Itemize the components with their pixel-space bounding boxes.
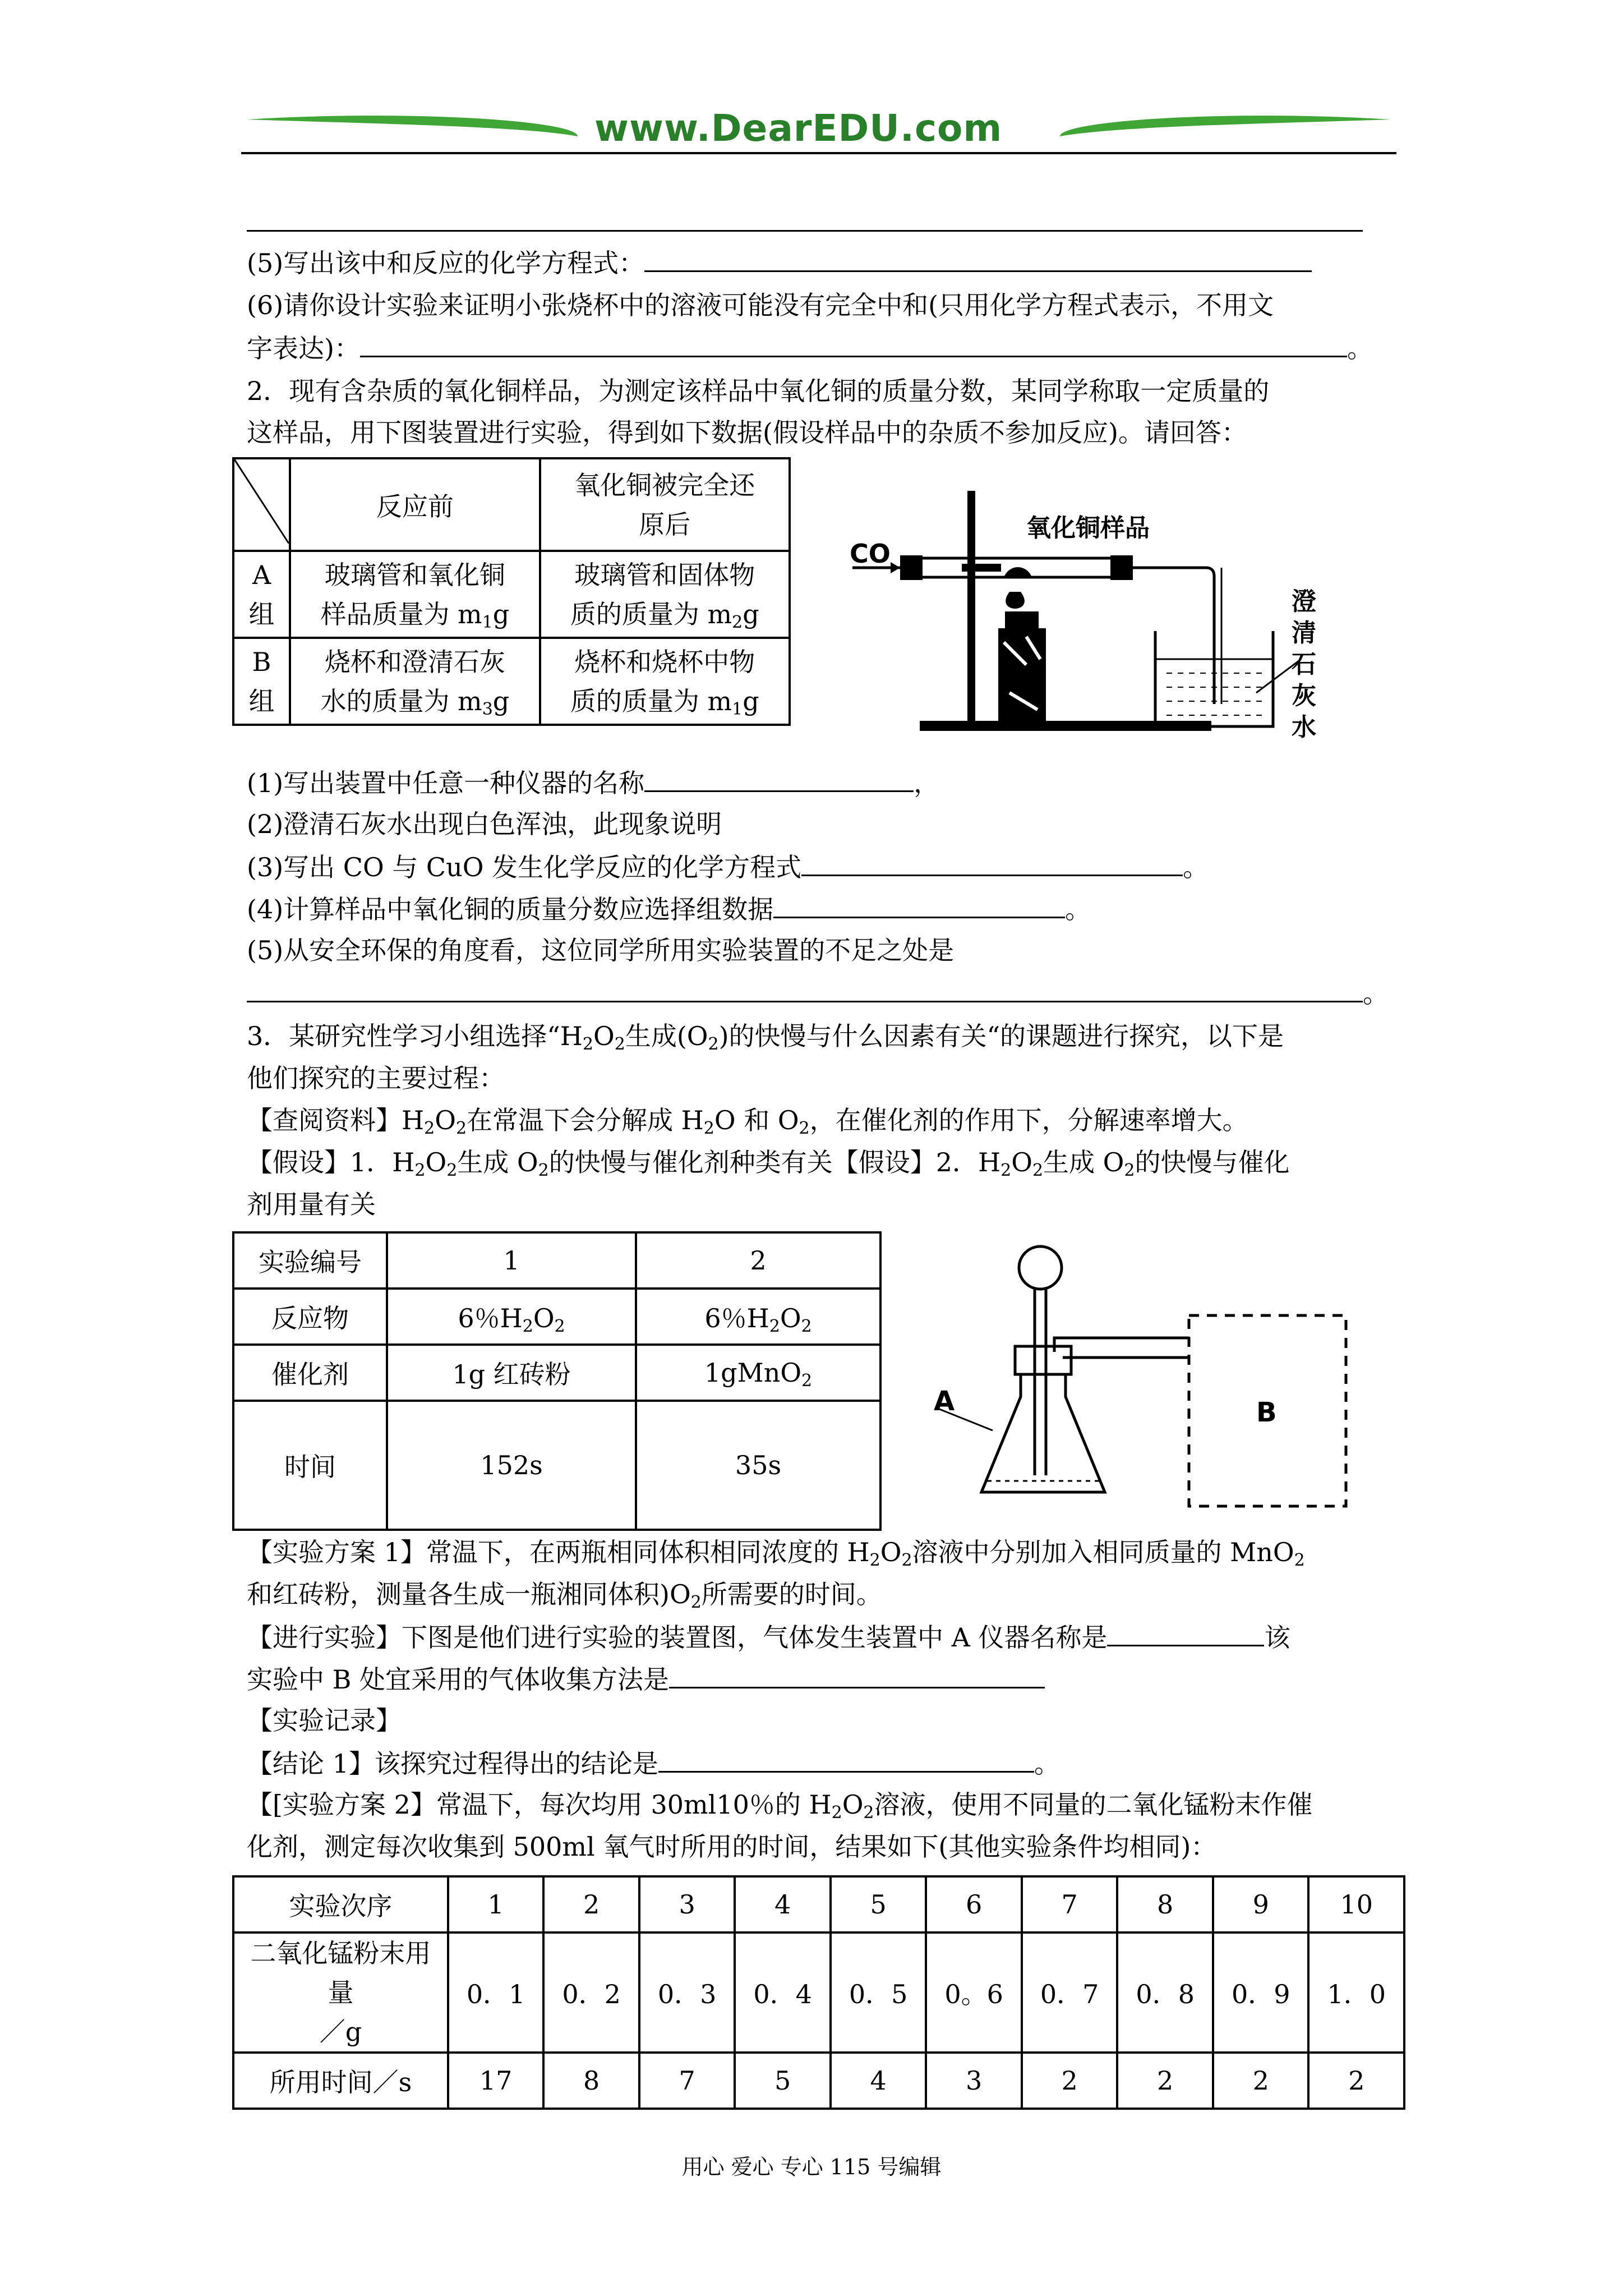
t2-col: 4 xyxy=(735,1876,831,1932)
q2-p3-text: (3)写出 CO 与 CuO 发生化学反应的化学方程式 xyxy=(247,852,802,882)
t: 【结论 1】该探究过程得出的结论是 xyxy=(247,1749,658,1779)
t2-amount: 0．5 xyxy=(831,1932,926,2053)
r3a: 152s xyxy=(387,1401,636,1530)
q2-p5: (5)从安全环保的角度看，这位同学所用实验装置的不足之处是 xyxy=(247,935,955,965)
t: O xyxy=(780,1303,801,1333)
q1-p5 xyxy=(247,246,1312,279)
q1-p6-text: (6)请你设计实验来证明小张烧杯中的溶液可能没有完全中和(只用化学方程式表示，不用文 xyxy=(247,290,1274,320)
lime-char: 灰 xyxy=(1292,682,1316,710)
sub: 2 xyxy=(869,1550,880,1570)
t2-time: 3 xyxy=(926,2053,1022,2109)
q3-info xyxy=(247,1104,1248,1137)
q2-intro1: 2．现有含杂质的氧化铜样品，为测定该样品中氧化铜的质量分数，某同学称取一定质量的 xyxy=(247,376,1270,406)
sub: 2 xyxy=(831,1803,842,1823)
t: 3．某研究性学习小组选择“H xyxy=(247,1021,583,1051)
t2-time: 5 xyxy=(735,2053,831,2109)
t: 和红砖粉，测量各生成一瓶湘同体积)O xyxy=(247,1579,691,1609)
h1: 1 xyxy=(387,1232,636,1289)
lime-water-label xyxy=(1290,586,1318,743)
h2: 2 xyxy=(636,1232,880,1289)
t2-time: 2 xyxy=(1022,2053,1118,2109)
t: ，在催化剂的作用下，分解速率增大。 xyxy=(809,1105,1248,1135)
sub: 2 xyxy=(538,1161,549,1180)
row-a-label xyxy=(233,551,290,638)
t2-amount: 0．8 xyxy=(1117,1932,1213,2053)
t2-col: 9 xyxy=(1213,1876,1309,1932)
h0: 实验编号 xyxy=(233,1232,387,1289)
period: 。 xyxy=(1034,1749,1060,1779)
sub-3: 3 xyxy=(482,699,493,719)
lime-char: 清 xyxy=(1292,619,1316,647)
header-after-2: 原后 xyxy=(639,509,691,540)
r2b xyxy=(636,1345,880,1401)
q1-p5-blank[interactable] xyxy=(644,246,1312,272)
cell-a2 xyxy=(540,551,790,638)
instrument-a-blank[interactable] xyxy=(1107,1620,1264,1646)
q2-p5-blank[interactable] xyxy=(247,976,1363,1002)
t2-amount: 0．9 xyxy=(1213,1932,1309,2053)
t2-time: 2 xyxy=(1213,2053,1309,2109)
q3-mno2-table xyxy=(232,1875,1405,2110)
q3-plan2 xyxy=(247,1788,1313,1821)
r1b xyxy=(636,1289,880,1345)
t: 【实验方案 1】常温下，在两瓶相同体积相同浓度的 H xyxy=(247,1537,870,1567)
sub-2: 2 xyxy=(732,612,743,632)
q2-intro2: 这样品，用下图装置进行实验，得到如下数据(假设样品中的杂质不参加反应)。请回答： xyxy=(247,417,1247,448)
t: 生成(O xyxy=(625,1021,708,1051)
sub: 2 xyxy=(614,1034,625,1054)
sub: 2 xyxy=(522,1317,533,1336)
sub: 2 xyxy=(703,1119,714,1138)
t: O xyxy=(1011,1147,1032,1177)
sub: 2 xyxy=(1294,1550,1305,1570)
cell-b2 xyxy=(540,638,790,725)
sub: 2 xyxy=(446,1161,458,1180)
header-after-1: 氧化铜被完全还 xyxy=(574,470,755,500)
r2a: 1g 红砖粉 xyxy=(387,1345,636,1401)
sample-label: 氧化铜样品 xyxy=(1026,514,1150,542)
t: 实验中 B 处宜采用的气体收集方法是 xyxy=(247,1664,670,1695)
sub: 2 xyxy=(414,1161,426,1180)
t: 该 xyxy=(1264,1622,1290,1653)
t2-col: 7 xyxy=(1022,1876,1118,1932)
q3-plan2b: 化剂，测定每次收集到 500ml 氧气时所用的时间，结果如下(其他实验条件均相同)： xyxy=(247,1832,1217,1862)
period: 。 xyxy=(1347,333,1373,364)
row-a-letter: A xyxy=(252,559,271,590)
period: 。 xyxy=(1065,894,1091,924)
q3-experiment-table xyxy=(232,1231,882,1531)
unit-g: g xyxy=(492,599,510,629)
q1-p6-blank[interactable] xyxy=(360,331,1347,357)
sub: 2 xyxy=(799,1119,810,1138)
cell-a1-2: 样品质量为 m xyxy=(320,599,482,629)
answer-line-top xyxy=(247,230,1363,232)
t: 生成 O xyxy=(457,1147,538,1177)
cell-a2-1: 玻璃管和固体物 xyxy=(574,559,755,590)
t2-col: 10 xyxy=(1308,1876,1404,1932)
sub: 2 xyxy=(1000,1161,1012,1180)
q2-p4-blank[interactable] xyxy=(773,892,1065,918)
diagonal-line xyxy=(234,459,289,544)
t: O xyxy=(880,1537,902,1567)
q3-hyp xyxy=(247,1146,1289,1179)
sub: 2 xyxy=(863,1803,874,1823)
t: 【进行实验】下图是他们进行实验的装置图，气体发生装置中 A 仪器名称是 xyxy=(247,1622,1108,1653)
t2-col: 8 xyxy=(1117,1876,1213,1932)
cell-b2-2: 质的质量为 m xyxy=(570,685,732,716)
unit-g: g xyxy=(492,685,510,716)
r1: 反应物 xyxy=(233,1289,387,1345)
t2-amount: 0．3 xyxy=(639,1932,735,2053)
sub: 2 xyxy=(1032,1161,1044,1180)
r2: 催化剂 xyxy=(233,1345,387,1401)
t2-amount: 0．2 xyxy=(543,1932,639,2053)
t: O 和 O xyxy=(714,1105,799,1135)
t: O xyxy=(425,1147,447,1177)
q2-p4 xyxy=(247,892,1091,926)
sub: 2 xyxy=(424,1119,435,1138)
page-footer: 用心 爱心 专心 115 号编辑 xyxy=(681,2155,942,2179)
t2-amount: 0．4 xyxy=(735,1932,831,2053)
t: 的快慢与催化剂种类有关【假设】2．H xyxy=(548,1147,1001,1177)
q2-p3-blank[interactable] xyxy=(801,850,1183,876)
header-before: 反应前 xyxy=(290,458,540,551)
row-a-zu: 组 xyxy=(248,599,275,629)
t: O xyxy=(842,1789,864,1820)
q3-exp1 xyxy=(247,1620,1290,1654)
cell-a1-1: 玻璃管和氧化铜 xyxy=(324,559,505,590)
r1a xyxy=(387,1289,636,1345)
q2-p1-blank[interactable] xyxy=(644,766,914,792)
q2-data-table xyxy=(232,457,791,726)
sub: 2 xyxy=(690,1593,702,1612)
conclusion-blank[interactable] xyxy=(658,1746,1034,1773)
row-b-zu: 组 xyxy=(248,685,275,716)
q2-p3 xyxy=(247,850,1209,884)
t: O xyxy=(533,1303,555,1333)
q3-hyp2: 剂用量有关 xyxy=(247,1189,376,1220)
label-b: B xyxy=(1256,1397,1277,1428)
sub: 2 xyxy=(582,1034,593,1054)
t: O xyxy=(435,1105,456,1135)
q2-p1-text: (1)写出装置中任意一种仪器的名称 xyxy=(247,768,645,798)
t: 生成 O xyxy=(1043,1147,1124,1177)
t: 二氧化锰粉末用量 xyxy=(250,1938,431,2008)
q1-p6b xyxy=(247,331,1373,365)
lime-char: 石 xyxy=(1292,650,1316,679)
cell-b1-1: 烧杯和澄清石灰 xyxy=(324,646,505,677)
flask-apparatus-figure xyxy=(925,1240,1363,1520)
q2-p4-text: (4)计算样品中氧化铜的质量分数应选择组数据 xyxy=(247,894,774,924)
lime-char: 澄 xyxy=(1292,587,1316,616)
t: O xyxy=(593,1021,615,1051)
t2-col: 1 xyxy=(448,1876,544,1932)
t2-amount: 1．0 xyxy=(1308,1932,1404,2053)
sub: 2 xyxy=(1124,1161,1135,1180)
t: 【查阅资料】H xyxy=(247,1105,425,1135)
sub: 2 xyxy=(554,1317,565,1336)
t2-time: 17 xyxy=(448,2053,544,2109)
collection-method-blank[interactable] xyxy=(669,1662,1045,1688)
cell-a2-2: 质的质量为 m xyxy=(570,599,732,629)
sub: 2 xyxy=(769,1317,780,1336)
q2-p2: (2)澄清石灰水出现白色浑浊，此现象说明 xyxy=(247,809,722,839)
cell-b1-2: 水的质量为 m xyxy=(320,685,482,716)
t2-time: 8 xyxy=(543,2053,639,2109)
label-a: A xyxy=(934,1386,955,1417)
cell-b2-1: 烧杯和烧杯中物 xyxy=(574,646,755,677)
q2-p5-line xyxy=(247,976,1389,1010)
q1-p6b-text: 字表达)： xyxy=(247,333,360,364)
t: 所需要的时间。 xyxy=(701,1579,882,1609)
t: 在常温下会分解成 H xyxy=(467,1105,704,1135)
sub: 2 xyxy=(455,1119,467,1138)
sub: 2 xyxy=(801,1371,813,1391)
t2-time: 7 xyxy=(639,2053,735,2109)
t2-col: 2 xyxy=(543,1876,639,1932)
q3-intro1 xyxy=(247,1020,1284,1052)
sub: 2 xyxy=(801,1317,812,1336)
q3-concl xyxy=(247,1746,1060,1780)
t2-r2: 所用时间／s xyxy=(233,2053,448,2109)
co-label: CO xyxy=(850,539,891,569)
t: )的快慢与什么因素有关“的课题进行探究，以下是 xyxy=(718,1021,1284,1051)
t2-amount: 0．7 xyxy=(1022,1932,1118,2053)
t2-col: 6 xyxy=(926,1876,1022,1932)
period: 。 xyxy=(1183,852,1209,882)
q2-p1 xyxy=(247,766,939,799)
t2-amount: 0。6 xyxy=(926,1932,1022,2053)
unit-g: g xyxy=(743,685,759,716)
t2-col: 5 xyxy=(831,1876,926,1932)
header-after xyxy=(540,458,790,551)
t: ／g xyxy=(319,2017,362,2047)
unit-g: g xyxy=(743,599,759,629)
comma: ， xyxy=(914,768,940,798)
q3-intro2: 他们探究的主要过程： xyxy=(247,1063,505,1093)
t: 【[实验方案 2】常温下，每次均用 30ml10％的 H xyxy=(247,1789,832,1820)
q3-plan1b xyxy=(247,1578,882,1611)
t: 溶液中分别加入相同质量的 MnO xyxy=(912,1537,1294,1567)
site-logo: www.DearEDU.com xyxy=(594,107,1003,150)
sub: 2 xyxy=(901,1550,912,1570)
cell-a1 xyxy=(290,551,540,638)
q3-exp2 xyxy=(247,1662,1045,1696)
t2-h0: 实验次序 xyxy=(233,1876,448,1932)
t: 的快慢与催化 xyxy=(1135,1147,1290,1177)
sub: 2 xyxy=(708,1034,719,1054)
q3-plan1 xyxy=(247,1536,1305,1568)
t2-amount: 0．1 xyxy=(448,1932,544,2053)
t2-time: 4 xyxy=(831,2053,926,2109)
t: 【假设】1．H xyxy=(247,1147,415,1177)
q1-p6 xyxy=(247,289,1274,321)
t: 1gMnO xyxy=(704,1358,802,1388)
r3b: 35s xyxy=(636,1401,880,1530)
t2-time: 2 xyxy=(1117,2053,1213,2109)
t2-r1 xyxy=(233,1932,448,2053)
sub-4: 1 xyxy=(732,699,743,719)
row-b-label xyxy=(233,638,290,725)
cell-b1 xyxy=(290,638,540,725)
t2-col: 3 xyxy=(639,1876,735,1932)
table-corner xyxy=(233,458,290,551)
q1-p5-text: (5)写出该中和反应的化学方程式： xyxy=(247,248,645,278)
period: 。 xyxy=(1363,978,1389,1009)
sub-1: 1 xyxy=(482,612,493,632)
t: 6％H xyxy=(704,1303,769,1333)
t: 6％H xyxy=(458,1303,523,1333)
t: 溶液，使用不同量的二氧化锰粉末作催 xyxy=(874,1789,1313,1820)
t2-time: 2 xyxy=(1308,2053,1404,2109)
lime-char: 水 xyxy=(1292,713,1316,742)
r3: 时间 xyxy=(233,1401,387,1530)
row-b-letter: B xyxy=(252,646,271,677)
q3-record: 【实验记录】 xyxy=(247,1705,402,1736)
